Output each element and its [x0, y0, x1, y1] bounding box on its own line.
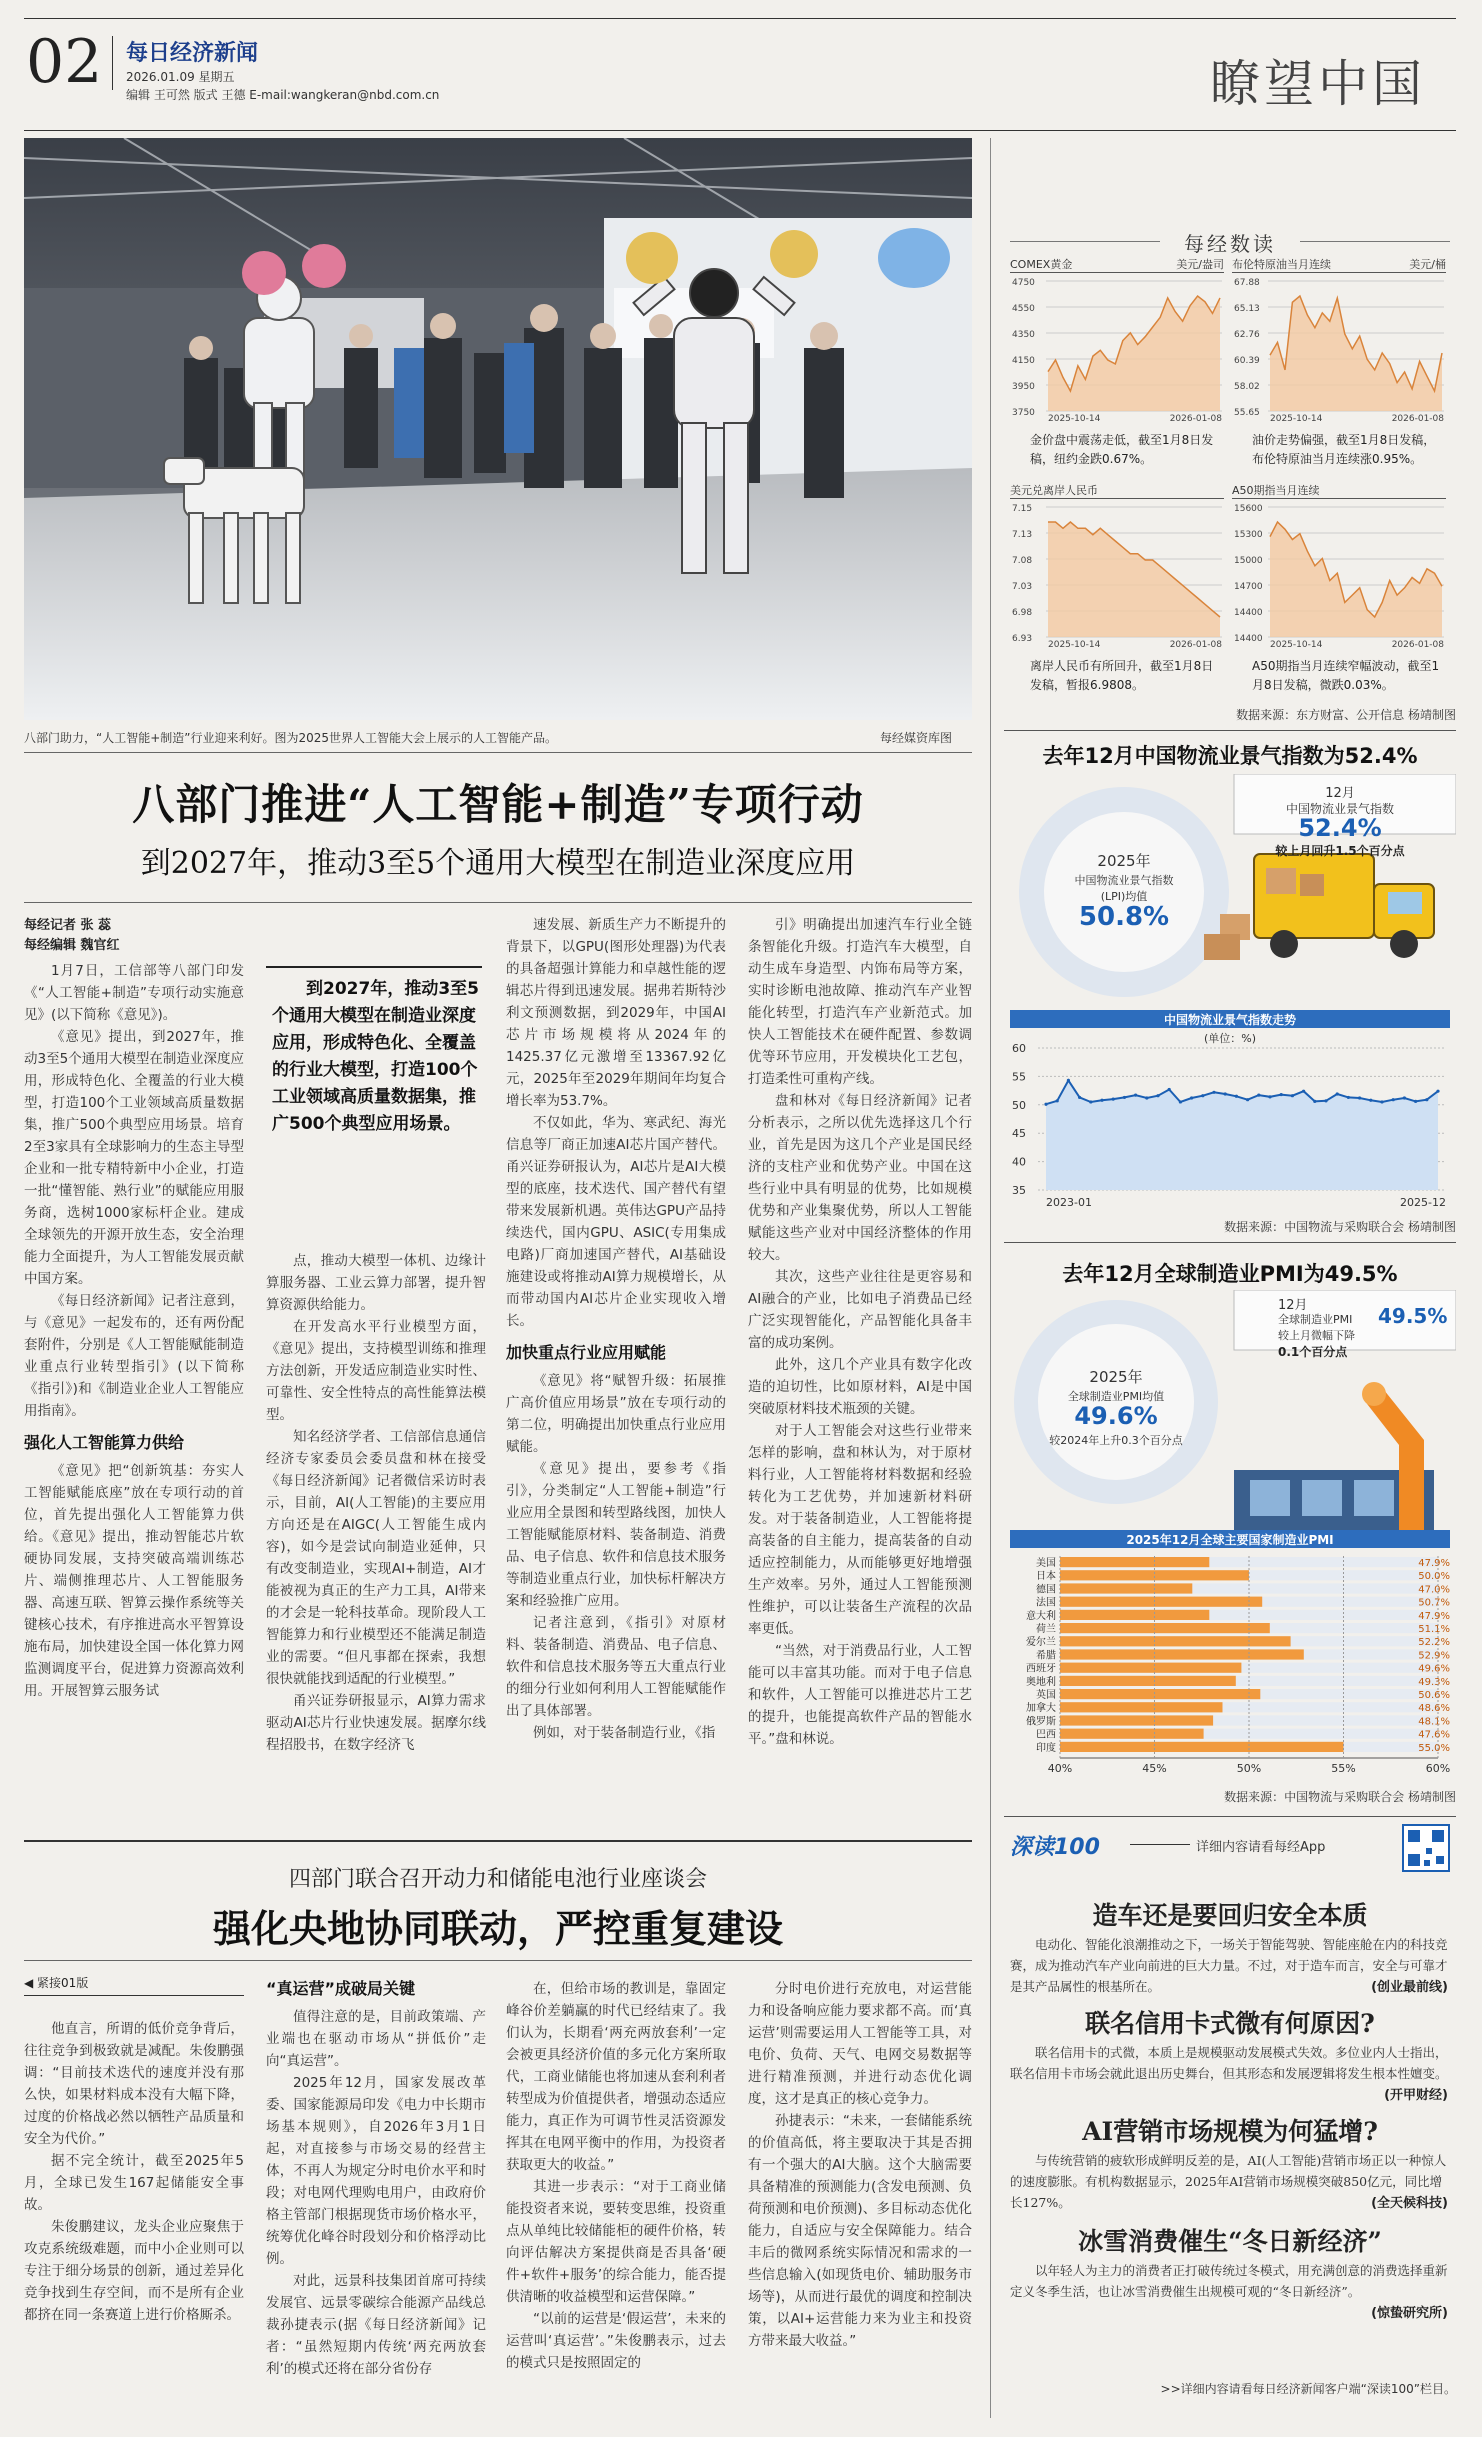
- lead-col2-paragraph: 在开发高水平行业模型方面，《意见》提出，支持模型训练和推理方法创新，开发适应制造业实时性、可靠性、安全性特点的高性能算法模型。: [266, 1319, 486, 1423]
- mini-y-tick: 14400: [1234, 608, 1263, 618]
- lpi-point: [1201, 1094, 1204, 1097]
- lpi-point: [1067, 1079, 1070, 1082]
- lpi-point: [1078, 1096, 1081, 1099]
- lpi-point: [1156, 1094, 1159, 1097]
- pmi-country-label: 荷兰: [1036, 1624, 1056, 1635]
- deep-item-1-title[interactable]: 造车还是要回归安全本质: [1092, 1901, 1368, 1930]
- lpi-point: [1392, 1098, 1395, 1101]
- byline-editor: 每经编辑 魏官红: [24, 938, 120, 953]
- pmi-value-label: 48.6%: [1418, 1703, 1450, 1715]
- pmi-country-label: 俄罗斯: [1026, 1716, 1056, 1728]
- lpi-point: [1044, 1103, 1047, 1106]
- pull-quote: 到2027年，推动3至5个通用大模型在制造业深度应用，形成特色化、全覆盖的行业大模型，打造100个工业领域高质量数据集，推广500个典型应用场景。: [272, 979, 479, 1134]
- mini-y-tick: 4750: [1012, 278, 1035, 288]
- mini-chart-unit: 美元/盎司: [1176, 258, 1224, 271]
- lead-col4-paragraph: 盘和林对《每日经济新闻》记者分析表示，之所以优先选择这几个行业，首先是因为这几个产业是国民经济的支柱产业和优势产业。中国在这些行业中具有明显的优势，比如规模优势和产业集聚优势，所以人工智能赋能这些产业对中国经济整体的作用较大。: [748, 1093, 972, 1263]
- pmi-value: 49.5%: [1378, 1304, 1448, 1328]
- deep-read-logo: 深读100: [1010, 1835, 1100, 1860]
- mini-x-tick: 2025-10-14: [1048, 414, 1101, 423]
- pmi-country-label: 西班牙: [1026, 1663, 1056, 1675]
- pmi-bar: [1060, 1623, 1270, 1633]
- pmi-bar: [1060, 1676, 1236, 1686]
- mini-area: [1048, 522, 1220, 637]
- lpi-title: 去年12月中国物流业景气指数为52.4%: [1042, 744, 1418, 768]
- lpi-point: [1347, 1096, 1350, 1099]
- mini-y-tick: 6.98: [1012, 608, 1033, 618]
- lpi-point: [1056, 1099, 1059, 1102]
- lpi-point: [1369, 1099, 1372, 1102]
- mini-x-tick: 2025-10-14: [1270, 414, 1323, 423]
- deep-item-3-title[interactable]: AI营销市场规模为何猛增?: [1082, 2117, 1378, 2146]
- mini-chart-4: [1232, 482, 1446, 702]
- lpi-avg-label-2: (LPI)均值: [1100, 890, 1148, 903]
- lpi-area: [1046, 1080, 1438, 1190]
- qr-code-icon[interactable]: [1402, 1824, 1450, 1872]
- second-col3-paragraph: 在，但给市场的教训是，靠固定峰谷价差躺赢的时代已经结束了。我们认为，长期看‘两充两放套利’一定会被更具经济价值的多元化方案所取代，工商业储能也将加速从套利利者转型成为价值提供者，增强动态适应能力，真正作为可调节性灵活资源发挥其在电网平衡中的作用，为投资者获取更大的收益。”: [506, 1981, 726, 2173]
- lpi-y-tick: 60: [1012, 1042, 1026, 1055]
- pmi-avg-label: 全球制造业PMI均值: [1067, 1390, 1165, 1403]
- mini-chart-2: [1232, 256, 1446, 476]
- lead-col4-paragraph: 此外，这几个产业具有数字化改造的迫切性，比如原材料，AI是中国突破原材料技术瓶颈的关键。: [748, 1357, 972, 1417]
- byline-reporter: 每经记者 张 蕊: [24, 918, 112, 933]
- lead-col1-paragraph: 《每日经济新闻》记者注意到，与《意见》一起发布的，还有两份配套附件，分别是《人工智能赋能制造业重点行业转型指引》(以下简称《指引》)和《制造业企业人工智能应用指南》。: [24, 1293, 244, 1419]
- mini-chart-title: 布伦特原油当月连续: [1232, 258, 1331, 271]
- lpi-trend-unit: (单位：%): [1203, 1032, 1257, 1045]
- mini-y-tick: 67.88: [1234, 278, 1260, 288]
- data-source-1: 数据来源：东方财富、公开信息 杨靖制图: [1236, 708, 1456, 722]
- deep-read-more[interactable]: 详细内容请看每经App: [1196, 1840, 1326, 1855]
- lpi-point: [1336, 1092, 1339, 1095]
- second-col1-paragraph: 朱俊鹏建议，龙头企业应聚焦于攻克系统级难题，而中小企业则可以专注于细分场景的创新，通过差异化竞争找到生存空间，而不是所有企业都挤在同一条赛道上进行价格厮杀。: [24, 2219, 244, 2323]
- pmi-bar: [1060, 1557, 1209, 1567]
- pmi-bar: [1060, 1729, 1204, 1739]
- lpi-value: 52.4%: [1298, 814, 1382, 842]
- lead-col1-paragraph: 《意见》提出，到2027年，推动3至5个通用大模型在制造业深度应用，形成特色化、全覆盖的行业大模型，打造100个工业领域高质量数据集，推广500个典型应用场景。培育2至3家具有全球影响力的生态主导型企业和一批专精特新中小企业，打造一批“懂智能、熟行业”的赋能应用服务商，选树1000家标杆企业。建成全球领先的开源开放生态，安全治理能力全面提升，为人工智能发展贡献中国方案。: [24, 1029, 244, 1287]
- lpi-point: [1212, 1091, 1215, 1094]
- mini-chart-title: A50期指当月连续: [1232, 484, 1320, 497]
- lead-subhead: 到2027年，推动3至5个通用大模型在制造业深度应用: [140, 846, 856, 881]
- mini-x-tick: 2026-01-08: [1169, 414, 1222, 423]
- lead-column-3: [506, 914, 726, 1822]
- second-col1-paragraph: 据不完全统计，截至2025年5月，全球已发生167起储能安全事故。: [24, 2153, 244, 2213]
- mini-chart-note: A50期指当月连续窄幅波动，截至1月8日发稿，微跌0.03%。: [1252, 659, 1440, 692]
- lead-col2-paragraph: 点，推动大模型一体机、边缘计算服务器、工业云算力部署，提升智算资源供给能力。: [266, 1253, 486, 1313]
- pmi-value-label: 50.7%: [1418, 1597, 1450, 1609]
- pmi-bar: [1060, 1742, 1344, 1752]
- second-col2-paragraph: 对此，远景科技集团首席可持续发展官、远景零碳综合能源产品线总裁孙捷表示(据《每日经济新闻》记者：“虽然短期内传统‘两充两放套利’的模式还将在部分省份存: [266, 2273, 486, 2377]
- editors-line: 编辑 王可然 版式 王德 E-mail:wangkeran@nbd.com.cn: [126, 88, 440, 102]
- mini-y-tick: 4550: [1012, 304, 1035, 314]
- mini-x-tick: 2026-01-08: [1169, 640, 1222, 649]
- lead-col1b-paragraph: 《意见》把“创新筑基：夯实人工智能赋能底座”放在专项行动的首位，首先提出强化人工智能算力供给。《意见》提出，推动智能芯片软硬协同发展，支持突破高端训练芯片、端侧推理芯片、人工智能服务器、高速互联、智算云操作系统等关键核心技术，有序推进高水平智算设施布局，加快建设全国一体化算力网监测调度平台，促进算力资源高效利用。开展智算云服务试: [24, 1463, 244, 1699]
- robot-expo-photo: [24, 138, 972, 720]
- lpi-trend-title: 中国物流业景气指数走势: [1163, 1013, 1296, 1027]
- pmi-country-label: 巴西: [1036, 1729, 1056, 1741]
- second-column-4: [748, 1978, 972, 2428]
- lpi-y-tick: 50: [1012, 1098, 1026, 1112]
- pmi-x-tick: 45%: [1142, 1762, 1167, 1775]
- pmi-country-label: 日本: [1036, 1571, 1056, 1583]
- pmi-value-label: 47.0%: [1418, 1584, 1450, 1596]
- mini-y-tick: 58.02: [1234, 382, 1260, 392]
- subhead-compute: 强化人工智能算力供给: [24, 1433, 185, 1452]
- lead-column-1: [24, 960, 244, 1822]
- pmi-country-label: 意大利: [1026, 1610, 1056, 1622]
- lpi-point: [1246, 1098, 1249, 1101]
- lpi-trend-chart: [1008, 1040, 1452, 1210]
- second-kicker: 四部门联合召开动力和储能电池行业座谈会: [288, 1867, 707, 1892]
- lpi-point: [1145, 1096, 1148, 1099]
- pmi-avg-value: 49.6%: [1074, 1402, 1158, 1430]
- pmi-value-label: 49.6%: [1418, 1663, 1450, 1675]
- lead-col4-paragraph: 其次，这些产业往往是更容易和AI融合的产业，比如电子消费品已经广泛实现智能化，产品智能化具备丰富的成功案例。: [748, 1269, 972, 1351]
- mini-y-tick: 62.76: [1234, 330, 1260, 340]
- second-column-3: [506, 1978, 726, 2428]
- lead-col4-paragraph: 引》明确提出加速汽车行业全链条智能化升级。打造汽车大模型，自动生成车身造型、内饰布局等方案，实时诊断电池故障、推动汽车产业智能化转型，打造汽车产业新范式。加快人工智能技术在硬件配置、参数调优等环节应用，开发模块化工艺包，打造柔性可重构产线。: [748, 917, 972, 1087]
- pmi-country-label: 英国: [1036, 1690, 1056, 1701]
- second-headline: 强化央地协同联动，严控重复建设: [212, 1906, 783, 1951]
- pmi-bar: [1060, 1715, 1213, 1725]
- deep-item-1-source: (创业最前线): [1371, 1980, 1448, 1995]
- deep-item-4-body: 以年轻人为主力的消费者正打破传统过冬模式，用充满创意的消费选择重新定义冬季生活，也让冰雪消费催生出规模可观的“冬日新经济”。: [1010, 2263, 1448, 2299]
- mini-x-tick: 2025-10-14: [1048, 640, 1101, 649]
- mini-y-tick: 7.03: [1012, 582, 1033, 592]
- mini-area: [1270, 296, 1442, 411]
- mini-y-tick: 14400: [1234, 634, 1263, 644]
- lpi-point: [1324, 1099, 1327, 1102]
- photo-caption: 八部门助力，“人工智能+制造”行业迎来利好。图为2025世界人工智能大会上展示的人工智能产品。: [24, 731, 558, 745]
- lpi-point: [1436, 1090, 1439, 1093]
- jump-arrow-icon: ◀: [24, 1976, 38, 1990]
- lpi-point: [1235, 1095, 1238, 1098]
- second-col4-paragraph: 孙捷表示：“未来，一套储能系统的价值高低，将主要取决于其是否拥有一个强大的AI大脑。这个大脑需要具备精准的预测能力(含发电预测、负荷预测和电价预测)、多目标动态优化能力，自适应与安全保障能力。结合丰后的微网系统实际情况和需求的一些信息输入(如现货电价、辅助服务市场等)，从而进行最优的调度和控制决策，以AI+运营能力来为业主和投资方带来最大收益。”: [748, 2113, 972, 2349]
- lpi-point: [1268, 1095, 1271, 1098]
- pmi-value-label: 48.1%: [1418, 1716, 1450, 1728]
- mini-y-tick: 4150: [1012, 356, 1035, 366]
- lead-headline: 八部门推进“人工智能+制造”专项行动: [132, 780, 864, 829]
- lpi-point: [1100, 1099, 1103, 1102]
- jump-marker[interactable]: [24, 1974, 88, 1991]
- lpi-y-tick: 45: [1012, 1127, 1026, 1141]
- mini-chart-note: 离岸人民币有所回升，截至1月8日发稿，暂报6.9808。: [1030, 659, 1214, 692]
- second-col3-paragraph: “以前的运营是‘假运营’，未来的运营叫‘真运营’。”朱俊鹏表示，过去的模式只是按照固定的: [506, 2311, 726, 2371]
- lpi-x-tick: 2025-12: [1400, 1196, 1446, 1209]
- lpi-point: [1257, 1094, 1260, 1097]
- lead-photo: [24, 138, 972, 720]
- subhead-operation: “真运营”成破局关键: [266, 1979, 416, 1998]
- lpi-point: [1179, 1100, 1182, 1103]
- issue-date: 2026.01.09 星期五: [126, 70, 235, 84]
- lpi-avg-label: 中国物流业景气指数: [1074, 874, 1174, 887]
- pmi-bar: [1060, 1689, 1260, 1699]
- lpi-callout-label: 中国物流业景气指数: [1285, 802, 1394, 816]
- lpi-point: [1224, 1092, 1227, 1095]
- lpi-point: [1134, 1094, 1137, 1097]
- mini-chart-plot: [1010, 273, 1224, 423]
- lpi-point: [1425, 1098, 1428, 1101]
- lead-col3b-paragraph: 例如，对于装备制造行业，《指: [533, 1725, 716, 1741]
- paper-name: 每日经济新闻: [126, 40, 259, 66]
- mini-chart-1: [1010, 256, 1224, 476]
- pmi-x-tick: 60%: [1425, 1762, 1451, 1775]
- mini-chart-title: 美元兑离岸人民币: [1010, 484, 1098, 497]
- lead-col3b-paragraph: 《意见》提出，要参考《指引》，分类制定“人工智能+制造”行业应用全景图和转型路线图，加快人工智能赋能原材料、装备制造、消费品、电子信息、软件和信息技术服务等制造业重点行业，加快标杆解决方案和经验推广应用。: [506, 1461, 726, 1609]
- lead-col1-paragraph: 1月7日，工信部等八部门印发《“人工智能+制造”专项行动实施意见》(以下简称《意见》)。: [24, 963, 244, 1023]
- jingmei-title: 每经数读: [1184, 232, 1276, 256]
- lead-col3b-paragraph: 《意见》将“赋智升级：拓展推广高价值应用场景”放在专项行动的第二位，明确提出加快重点行业应用赋能。: [506, 1373, 726, 1455]
- pmi-country-label: 爱尔兰: [1026, 1637, 1056, 1649]
- deep-item-3-source: (全天候科技): [1371, 2196, 1448, 2211]
- lpi-point: [1112, 1098, 1115, 1101]
- pmi-avg-change: 较2024年上升0.3个百分点: [1049, 1434, 1183, 1447]
- mini-area: [1270, 522, 1442, 637]
- pmi-title: 去年12月全球制造业PMI为49.5%: [1062, 1262, 1398, 1286]
- pmi-bar: [1060, 1597, 1262, 1607]
- lpi-point: [1414, 1100, 1417, 1103]
- lpi-point: [1403, 1096, 1406, 1099]
- lead-column-2: [266, 1250, 486, 1822]
- deep-item-2-body: 联名信用卡的式微，本质上是规模驱动发展模式失效。多位业内人士指出，联名信用卡市场会就此退出历史舞台，但其形态和发展逻辑将发生根本性嬗变。: [1010, 2045, 1448, 2081]
- mini-y-tick: 65.13: [1234, 304, 1260, 314]
- mini-y-tick: 4350: [1012, 330, 1035, 340]
- pmi-x-tick: 40%: [1047, 1762, 1073, 1775]
- mini-chart-plot: [1010, 499, 1224, 649]
- mini-chart-unit: 美元/桶: [1409, 258, 1446, 271]
- data-source-3: 数据来源：中国物流与采购联合会 杨靖制图: [1224, 1790, 1456, 1804]
- mini-y-tick: 3950: [1012, 382, 1035, 392]
- pmi-avg-year: 2025年: [1089, 1368, 1143, 1386]
- lpi-x-tick: 2023-01: [1046, 1196, 1092, 1209]
- pmi-country-label: 奥地利: [1026, 1676, 1056, 1688]
- pmi-country-label: 德国: [1036, 1584, 1056, 1596]
- pmi-callout-month: 12月: [1278, 1298, 1308, 1313]
- pmi-value-label: 47.9%: [1418, 1610, 1450, 1622]
- mini-area: [1048, 296, 1220, 411]
- mini-chart-title: COMEX黄金: [1010, 258, 1073, 271]
- deep-footer[interactable]: >>详细内容请看每日经济新闻客户端“深读100”栏目。: [1160, 2382, 1456, 2396]
- lpi-point: [1123, 1096, 1126, 1099]
- pmi-country-label: 加拿大: [1026, 1703, 1056, 1715]
- pmi-country-label: 印度: [1036, 1742, 1056, 1754]
- lead-col4-paragraph: “当然，对于消费品行业，人工智能可以丰富其功能。而对于电子信息和软件，人工智能可以推进芯片工艺的提升，也能提高软件产品的智能水平。”盘和林说。: [748, 1643, 972, 1747]
- photo-credit: 每经媒资库图: [880, 731, 953, 745]
- pmi-bar: [1060, 1649, 1304, 1659]
- pmi-value-label: 52.9%: [1418, 1650, 1450, 1662]
- lead-col2-paragraph: 知名经济学者、工信部信息通信经济专家委员会委员盘和林在接受《每日经济新闻》记者微信采访时表示，目前，AI(人工智能)的主要应用方向还是在AIGC(人工智能生成内容)，如今是尝试向制造业延伸，只有改变制造业，实现AI+制造，AI才能被视为真正的生产力工具，AI带来的才会是一轮科技革命。现阶段人工智能算力和行业模型还不能满足制造业的需要。“但凡事都在探索，我想很快就能找到适配的行业模型。”: [266, 1429, 486, 1687]
- pmi-country-label: 美国: [1036, 1558, 1056, 1569]
- lead-col3-paragraph: 速发展、新质生产力不断提升的背景下，以GPU(图形处理器)为代表的具备超强计算能力和卓越性能的逻辑芯片得到迅速发展。据弗若斯特沙利文预测数据，到2029年，中国AI芯片市场规模将从2024年的1425.37亿元激增至13367.92亿元，2025年至2029年期间年均复合增长率为53.7%。: [506, 917, 726, 1109]
- pmi-value-label: 49.3%: [1418, 1676, 1450, 1688]
- pmi-x-tick: 55%: [1331, 1762, 1356, 1775]
- section-title: 瞭望中国: [1210, 55, 1426, 113]
- mini-y-tick: 3750: [1012, 408, 1035, 418]
- pmi-callout-label: 全球制造业PMI: [1278, 1313, 1353, 1326]
- lpi-callout-month: 12月: [1325, 786, 1355, 801]
- mini-y-tick: 7.15: [1012, 504, 1033, 514]
- pmi-bar: [1060, 1663, 1241, 1673]
- second-col2-paragraph: 2025年12月，国家发展改革委、国家能源局印发《电力中长期市场基本规则》，自2026年3月1日起，对直接参与市场交易的经营主体，不再人为规定分时电价水平和时段；对电网代理购电用户，由政府价格主管部门根据现货市场价格水平，统筹优化峰谷时段划分和价格浮动比例。: [266, 2075, 486, 2267]
- mini-chart-plot: [1232, 273, 1446, 423]
- mini-y-tick: 60.39: [1234, 356, 1260, 366]
- pmi-bar-chart: [1008, 1552, 1452, 1780]
- pmi-x-tick: 50%: [1236, 1762, 1262, 1775]
- mini-chart-note: 油价走势偏强，截至1月8日发稿，布伦特原油当月连续涨0.95%。: [1252, 433, 1436, 466]
- mini-y-tick: 14700: [1234, 582, 1263, 592]
- lead-column-4: [748, 914, 972, 1822]
- mini-y-tick: 15300: [1234, 530, 1263, 540]
- pmi-bar: [1060, 1636, 1291, 1646]
- deep-item-2-source: (开甲财经): [1384, 2088, 1448, 2103]
- lead-col3-paragraph: 不仅如此，华为、寒武纪、海光信息等厂商正加速AI芯片国产替代。甬兴证券研报认为，AI芯片是AI大模型的底座，技术迭代、国产替代有望带来发展新机遇。英伟达GPU产品持续迭代，国内GPU、ASIC(专用集成电路)厂商加速国产替代，AI基础设施建设或将推动AI算力规模增长，从而带动国内AI芯片企业实现收入增长。: [506, 1115, 726, 1329]
- mini-x-tick: 2026-01-08: [1391, 414, 1444, 423]
- pmi-value-label: 50.6%: [1418, 1690, 1450, 1701]
- mini-chart-plot: [1232, 499, 1446, 649]
- pmi-change-1: 较上月微幅下降: [1278, 1329, 1355, 1342]
- second-column-2: [266, 1978, 486, 2428]
- lead-col2-paragraph: 甬兴证券研报显示，AI算力需求驱动AI芯片行业快速发展。据摩尔线程招股书，在数字经济飞: [266, 1693, 486, 1753]
- mini-x-tick: 2025-10-14: [1270, 640, 1323, 649]
- pmi-country-label: 希腊: [1036, 1650, 1056, 1662]
- pmi-value-label: 50.0%: [1418, 1571, 1450, 1583]
- mini-y-tick: 7.08: [1012, 556, 1033, 566]
- pmi-change-2: 0.1个百分点: [1278, 1345, 1348, 1359]
- lpi-y-tick: 55: [1012, 1070, 1026, 1084]
- lpi-point: [1358, 1096, 1361, 1099]
- lead-col3b-paragraph: 记者注意到，《指引》对原材料、装备制造、消费品、电子信息、软件和信息技术服务等五大重点行业的细分行业如何利用人工智能赋能作出了具体部署。: [506, 1615, 726, 1719]
- mini-y-tick: 55.65: [1234, 408, 1260, 418]
- lpi-y-tick: 35: [1012, 1184, 1026, 1197]
- mini-chart-3: [1010, 482, 1224, 702]
- pmi-country-label: 法国: [1036, 1597, 1056, 1609]
- mini-y-tick: 6.93: [1012, 634, 1033, 644]
- lpi-point: [1380, 1100, 1383, 1103]
- lpi-point: [1190, 1096, 1193, 1099]
- subhead-industry: 加快重点行业应用赋能: [506, 1343, 667, 1362]
- mini-x-tick: 2026-01-08: [1391, 640, 1444, 649]
- pmi-bar: [1060, 1570, 1249, 1580]
- lpi-point: [1089, 1100, 1092, 1103]
- pmi-bar: [1060, 1610, 1209, 1620]
- deep-item-4-title[interactable]: 冰雪消费催生“冬日新经济”: [1078, 2227, 1382, 2256]
- second-col3-paragraph: 其进一步表示：“对于工商业储能投资者来说，要转变思维，投资重点从单纯比较储能柜的硬件价格，转向评估解决方案提供商是否具备‘硬件+软件+服务’的综合能力，能否提供清晰的收益模型和运营保障。”: [506, 2179, 726, 2305]
- lpi-point: [1302, 1090, 1305, 1093]
- lpi-y-tick: 40: [1012, 1155, 1026, 1169]
- lead-col4-paragraph: 对于人工智能会对这些行业带来怎样的影响，盘和林认为，对于原材料行业，人工智能将材料数据和经验转化为工艺优势，并加速新材料研发。对于装备制造业，人工智能将提高装备的自主能力，提高装备的自动适应控制能力，从而能够更好地增强生产效率。另外，通过人工智能预测性维护，可以让装备生产流程的次品率更低。: [748, 1423, 972, 1637]
- pmi-value-label: 52.2%: [1418, 1637, 1450, 1649]
- mini-y-tick: 7.13: [1012, 530, 1033, 540]
- jump-label: 紧接01版: [37, 1976, 89, 1990]
- pmi-bar: [1060, 1702, 1223, 1712]
- lpi-point: [1280, 1093, 1283, 1096]
- deep-item-4-source: (惊蛰研究所): [1371, 2306, 1448, 2321]
- second-col4-paragraph: 分时电价进行充放电，对运营能力和设备响应能力要求都不高。而‘真运营’则需要运用人工智能等工具，对电价、负荷、天气、电网交易数据等进行精准预测，并进行动态优化调度，这才是真正的核心竞争力。: [748, 1981, 972, 2107]
- lpi-point: [1168, 1088, 1171, 1091]
- deep-item-1-body: 电动化、智能化浪潮推动之下，一场关于智能驾驶、智能座舱在内的科技竞赛，成为推动汽车产业向前进的巨大力量。不过，对于造车而言，安全与可靠才是其产品属性的根基所在。: [1010, 1937, 1448, 1994]
- page-number: 02: [26, 27, 103, 97]
- deep-item-3-body: 与传统营销的疲软形成鲜明反差的是，AI(人工智能)营销市场正以一种惊人的速度膨胀。有机构数据显示，2025年AI营销市场规模突破850亿元，同比增长127%。: [1010, 2153, 1447, 2210]
- second-col2-paragraph: 值得注意的是，目前政策端、产业端也在驱动市场从“拼低价”走向“真运营”。: [266, 2009, 486, 2069]
- data-source-2: 数据来源：中国物流与采购联合会 杨靖制图: [1224, 1220, 1456, 1234]
- second-column-1: [24, 2018, 244, 2428]
- pmi-bar-title: 2025年12月全球主要国家制造业PMI: [1126, 1533, 1334, 1547]
- pmi-value-label: 47.9%: [1418, 1558, 1450, 1569]
- lpi-change: 较上月回升1.5个百分点: [1275, 844, 1405, 858]
- pmi-bar: [1060, 1583, 1192, 1593]
- mini-y-tick: 15000: [1234, 556, 1263, 566]
- pmi-value-label: 51.1%: [1418, 1624, 1450, 1635]
- lpi-point: [1291, 1094, 1294, 1097]
- second-col1-paragraph: 他直言，所谓的低价竞争背后，往往竞争到极致就是减配。朱俊鹏强调：“目前技术迭代的速度并没有那么快，如果材料成本没有大幅下降，过度的价格战必然以牺牲产品质量和安全为代价。”: [24, 2021, 244, 2147]
- pmi-value-label: 55.0%: [1418, 1742, 1450, 1754]
- lpi-avg-year: 2025年: [1097, 852, 1151, 870]
- deep-item-2-title[interactable]: 联名信用卡式微有何原因?: [1085, 2009, 1375, 2038]
- mini-y-tick: 15600: [1234, 504, 1263, 514]
- mini-chart-note: 金价盘中震荡走低，截至1月8日发稿，纽约金跌0.67%。: [1030, 433, 1214, 466]
- pmi-value-label: 47.6%: [1418, 1729, 1450, 1741]
- lpi-point: [1313, 1100, 1316, 1103]
- lpi-avg-value: 50.8%: [1078, 902, 1170, 932]
